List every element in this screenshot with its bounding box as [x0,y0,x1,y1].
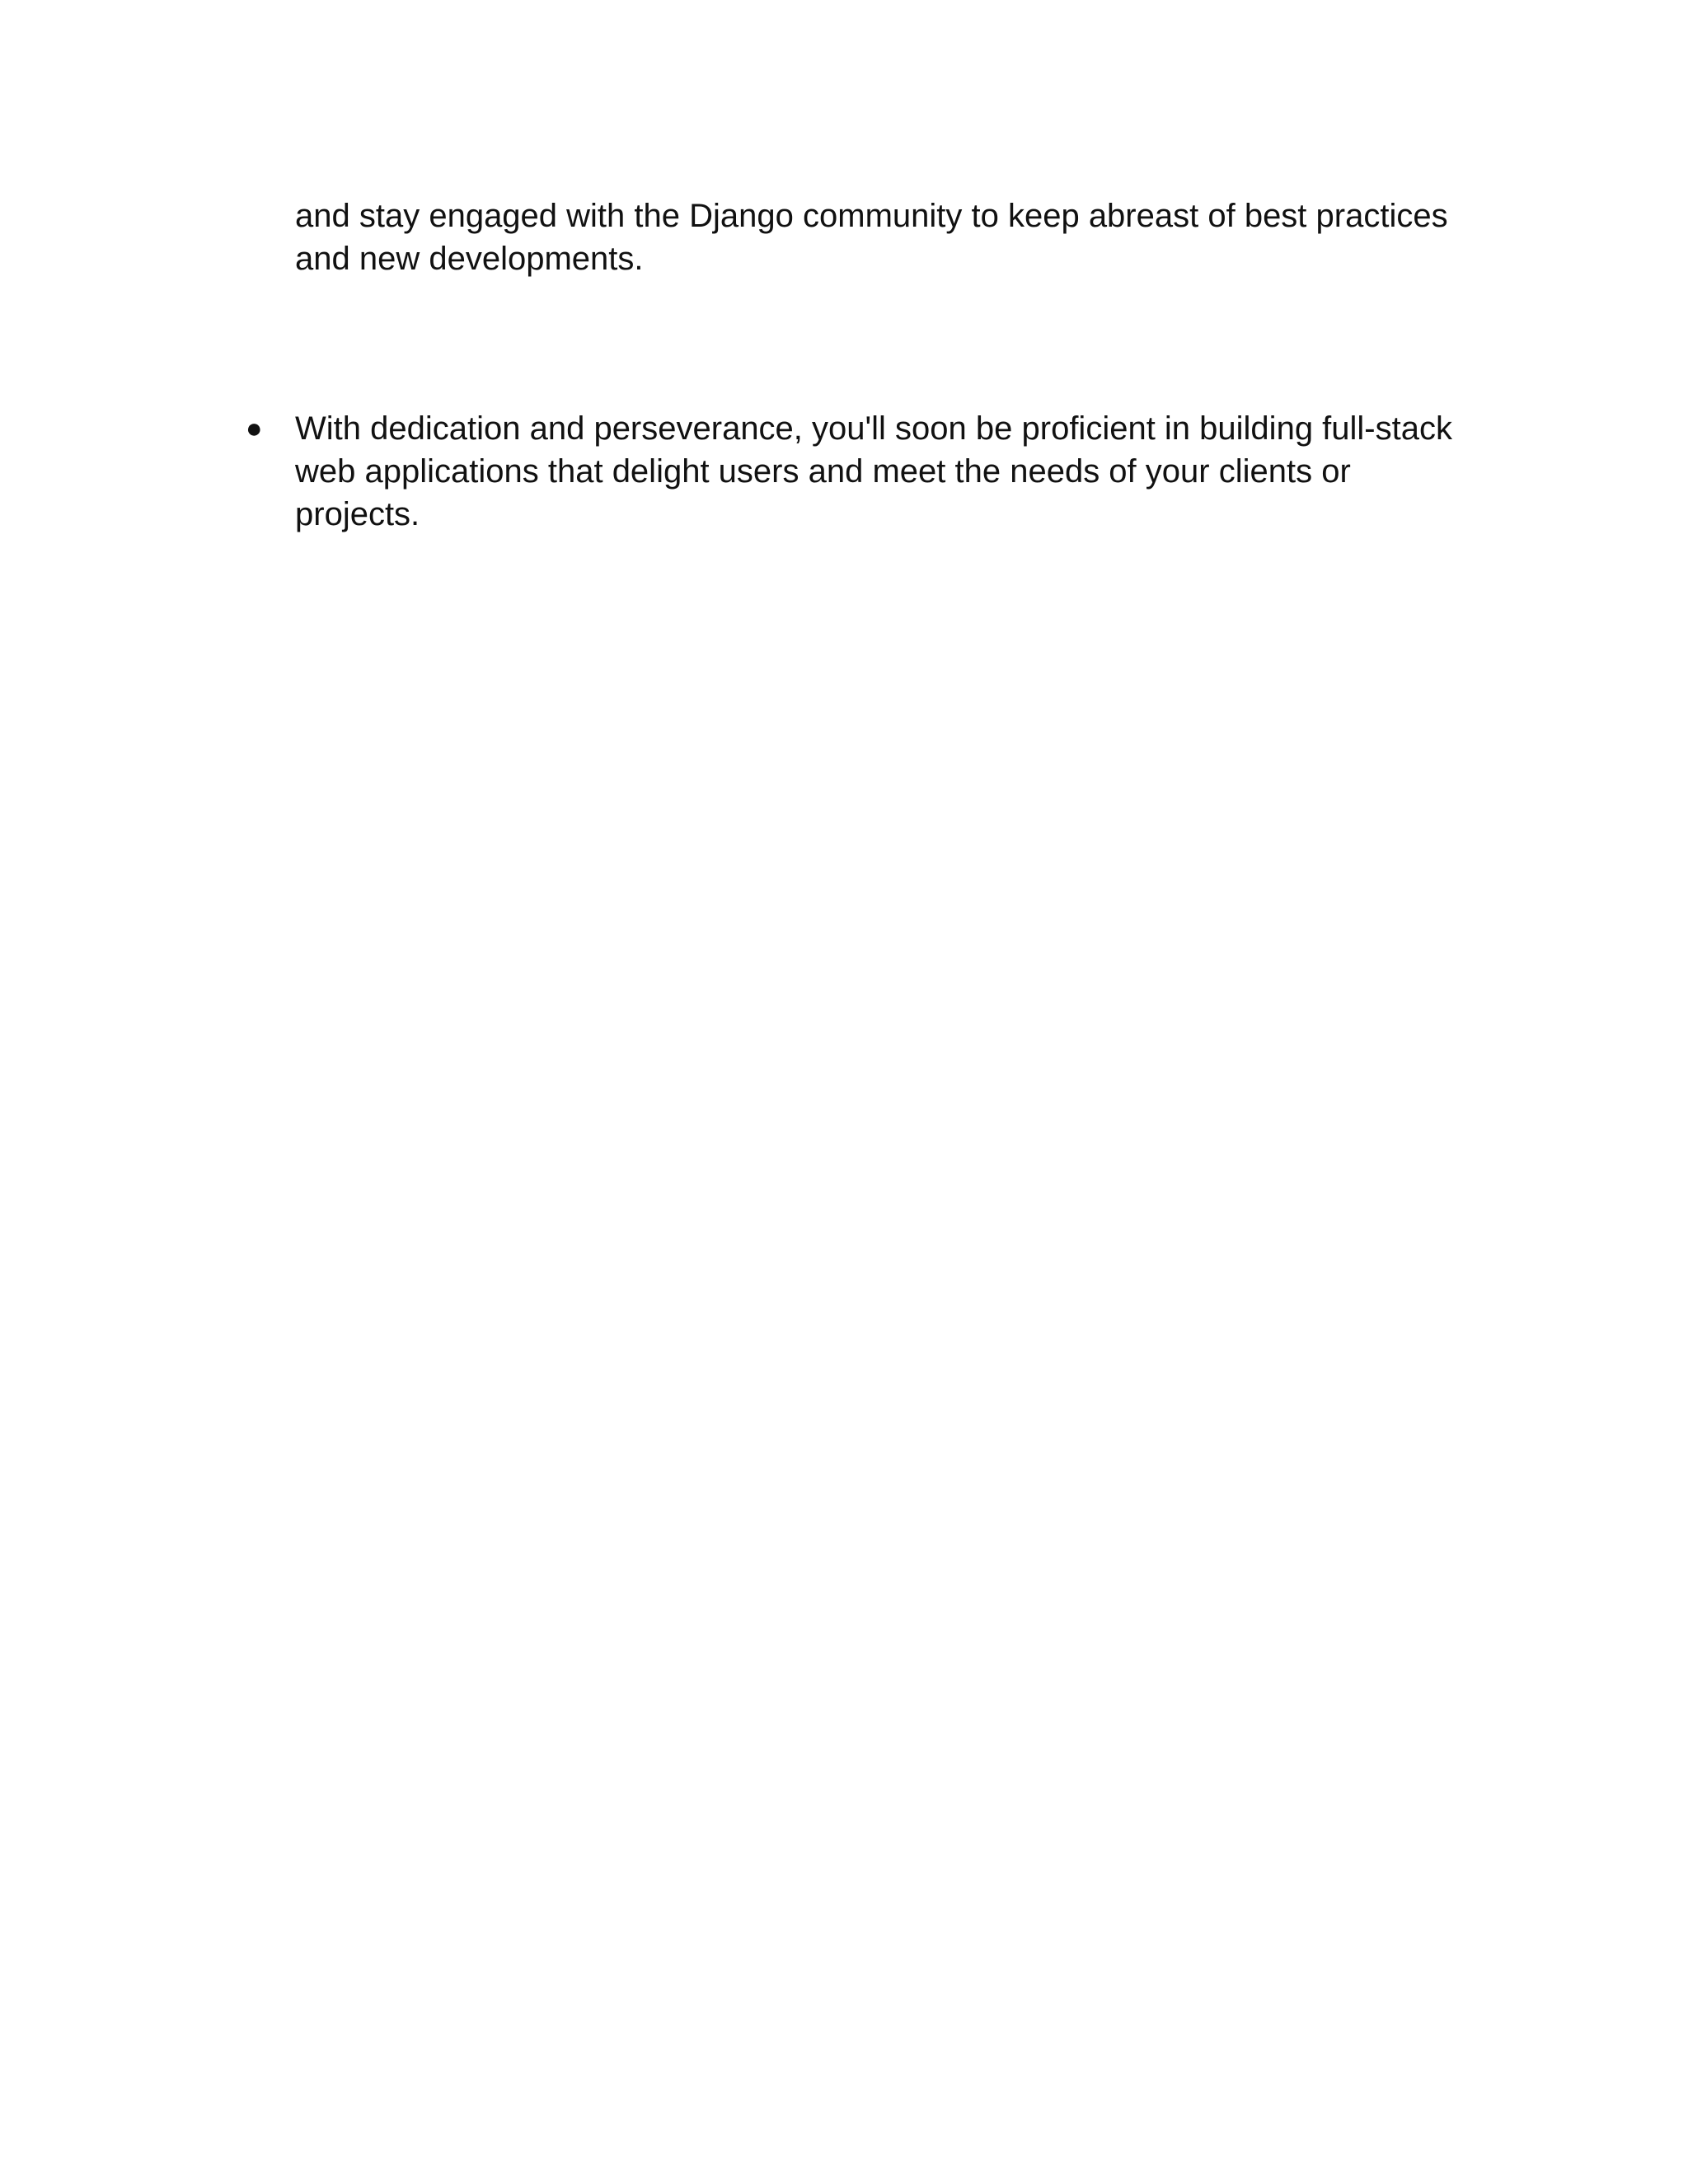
paragraph-line: and new developments. [295,241,644,277]
paragraph-line: and stay engaged with the Django community to keep abreast of best practices [295,198,1448,234]
continued-paragraph [295,194,1465,280]
bullet-item-line: web applications that delight users and meet the needs of your clients or [295,453,1351,490]
bullet-icon: ● [246,413,263,444]
bullet-item-line: projects. [295,496,420,532]
bullet-item-line: With dedication and perseverance, you'll soon be proficient in building full-stack [295,410,1452,447]
bullet-list-item [295,407,1465,536]
